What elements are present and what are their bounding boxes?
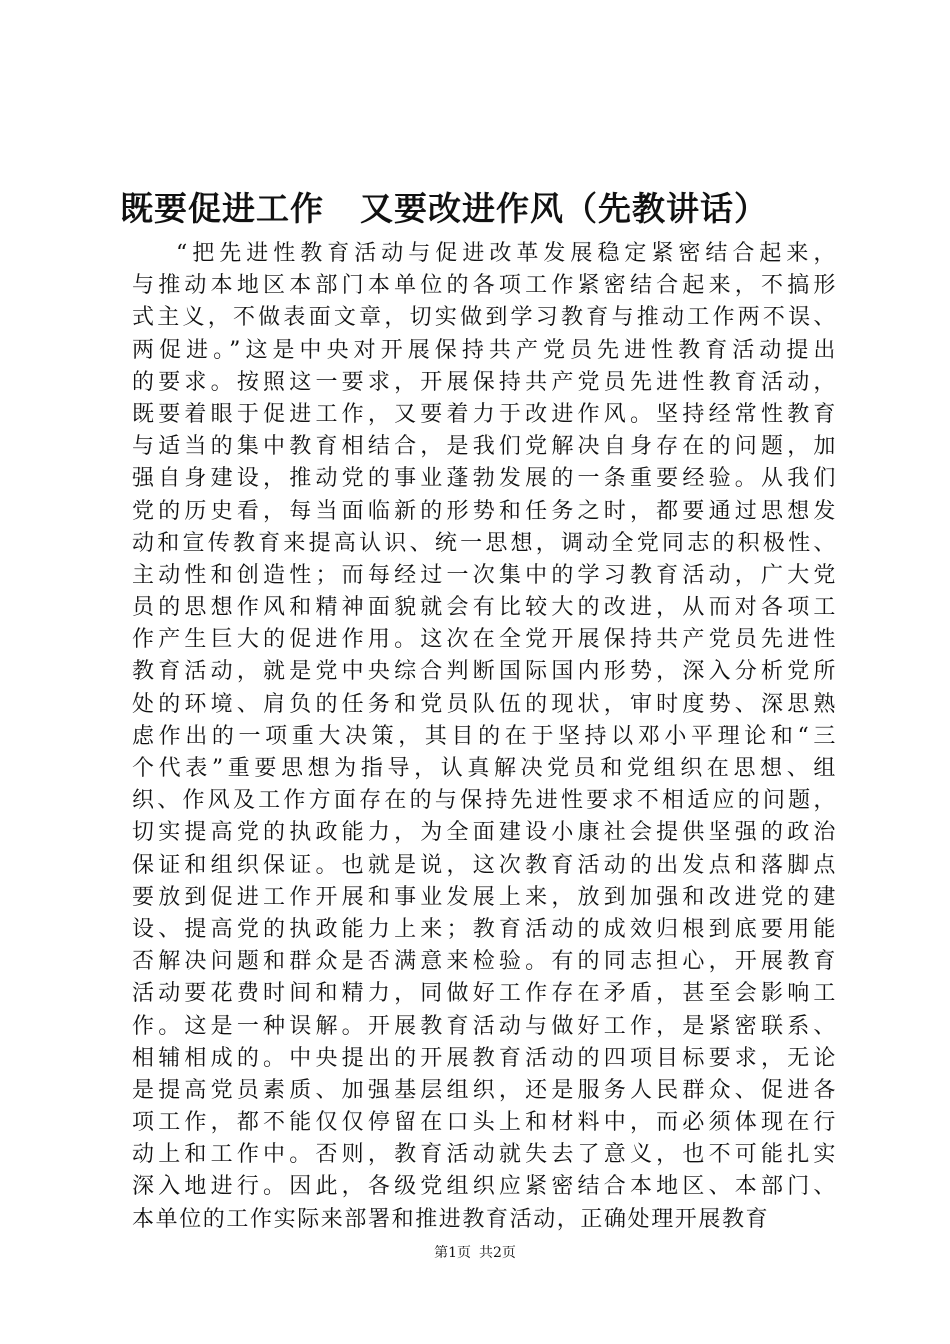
text-line: 活动要花费时间和精力，同做好工作存在矛盾，甚至会影响工	[132, 981, 837, 1007]
text-line: 虑作出的一项重大决策，其目的在于坚持以邓小平理论和“三	[132, 723, 837, 749]
page-number: 第1页	[434, 1245, 471, 1261]
text-line: 式主义，不做表面文章，切实做到学习教育与推动工作两不误、	[132, 305, 837, 331]
body-paragraph	[132, 238, 837, 1236]
text-line: 既要着眼于促进工作，又要着力于改进作风。坚持经常性教育	[132, 401, 837, 427]
page-total: 共2页	[479, 1245, 516, 1261]
text-line: 设、提高党的执政能力上来；教育活动的成效归根到底要用能	[132, 916, 837, 942]
text-line: 切实提高党的执政能力，为全面建设小康社会提供坚强的政治	[132, 820, 837, 846]
text-line: 作。这是一种误解。开展教育活动与做好工作，是紧密联系、	[132, 1013, 837, 1039]
title-part-1: 既要促进工作	[120, 189, 324, 228]
text-line: 党的历史看，每当面临新的形势和任务之时，都要通过思想发	[132, 498, 837, 524]
text-line: 否解决问题和群众是否满意来检验。有的同志担心，开展教育	[132, 949, 837, 975]
page-footer	[0, 1243, 950, 1263]
text-line: 项工作，都不能仅仅停留在口头上和材料中，而必须体现在行	[132, 1110, 837, 1136]
text-line: 是提高党员素质、加强基层组织，还是服务人民群众、促进各	[132, 1077, 837, 1103]
text-line: 相辅相成的。中央提出的开展教育活动的四项目标要求，无论	[132, 1045, 837, 1071]
text-line: 要放到促进工作开展和事业发展上来，放到加强和改进党的建	[132, 884, 837, 910]
text-line: “把先进性教育活动与促进改革发展稳定紧密结合起来，	[176, 241, 837, 266]
text-line: 动上和工作中。否则，教育活动就失去了意义，也不可能扎实	[132, 1142, 837, 1168]
text-line: 强自身建设，推动党的事业蓬勃发展的一条重要经验。从我们	[132, 466, 837, 492]
text-line: 处的环境、肩负的任务和党员队伍的现状，审时度势、深思熟	[132, 691, 837, 717]
text-line: 与适当的集中教育相结合，是我们党解决自身存在的问题，加	[132, 434, 837, 460]
text-line: 个代表”重要思想为指导，认真解决党员和党组织在思想、组	[132, 756, 837, 781]
text-line: 主动性和创造性；而每经过一次集中的学习教育活动，广大党	[132, 562, 837, 588]
text-line: 的要求。按照这一要求，开展保持共产党员先进性教育活动，	[132, 369, 837, 395]
document-title	[120, 186, 840, 232]
text-line: 织、作风及工作方面存在的与保持先进性要求不相适应的问题，	[132, 788, 837, 814]
text-line: 保证和组织保证。也就是说，这次教育活动的出发点和落脚点	[132, 852, 837, 878]
text-line: 与推动本地区本部门本单位的各项工作紧密结合起来，不搞形	[132, 273, 837, 299]
text-line: 教育活动，就是党中央综合判断国际国内形势，深入分析党所	[132, 659, 837, 685]
text-line: 动和宣传教育来提高认识、统一思想，调动全党同志的积极性、	[132, 530, 837, 556]
title-part-2: 又要改进作风（先教讲话）	[360, 189, 768, 228]
text-line: 深入地进行。因此，各级党组织应紧密结合本地区、本部门、	[132, 1174, 837, 1200]
text-line: 两促进。”这是中央对开展保持共产党员先进性教育活动提出	[132, 337, 837, 363]
text-line: 作产生巨大的促进作用。这次在全党开展保持共产党员先进性	[132, 627, 837, 653]
text-line: 员的思想作风和精神面貌就会有比较大的改进，从而对各项工	[132, 595, 837, 621]
text-line: 本单位的工作实际来部署和推进教育活动，正确处理开展教育	[132, 1206, 770, 1232]
